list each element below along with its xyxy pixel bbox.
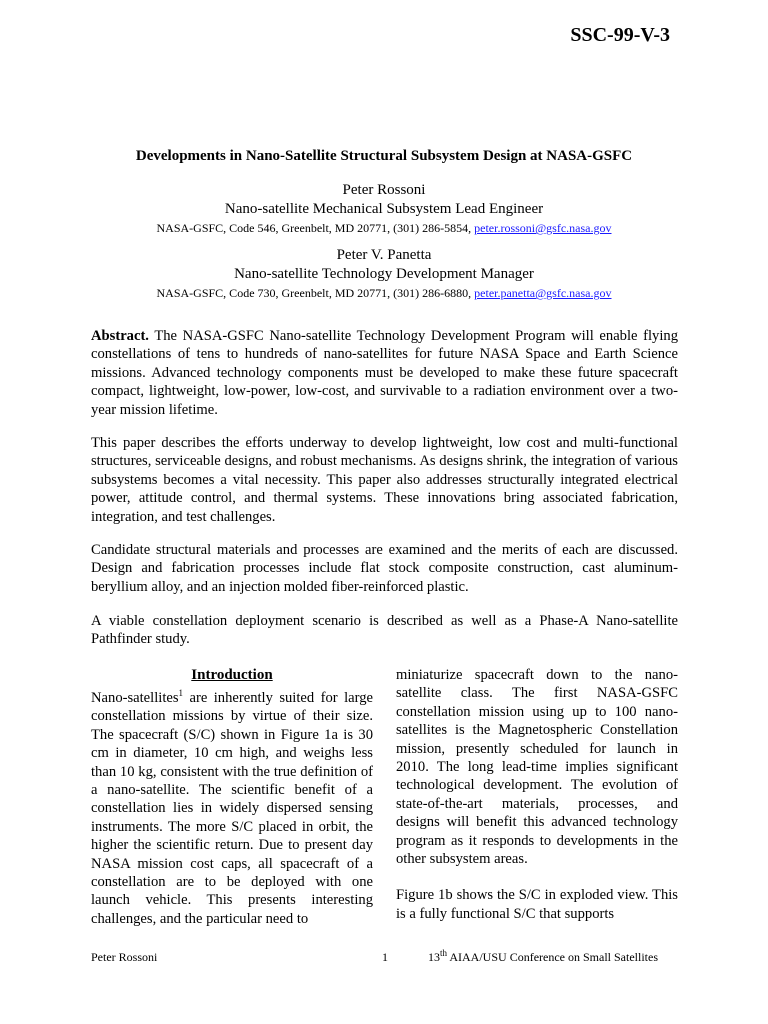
author-block-2 (0, 246, 768, 303)
right-column (396, 666, 678, 923)
footer-author: Peter Rossoni (91, 950, 158, 964)
author-block-1 (0, 181, 768, 238)
conf-name: AIAA/USU Conference on Small Satellites (447, 950, 658, 964)
body-paragraph: A viable constellation deployment scenario is described as well as a Phase-A Nano-satellite Pathfinder study. (91, 613, 678, 648)
intro-paragraph: miniaturize spacecraft down to the nano-satellite class. The first NASA-GSFC constellation mission using up to 100 nano-satellites is the Magnetospheric Constellation mission, presently scheduled for launch in 2010. The long lead-time implies significant technological development. The evolution of state-of-the-art materials, processes, and designs will benefit this advanced technology program as it responds to developments in the other subsystem areas. (396, 667, 678, 868)
section-heading-introduction: Introduction (191, 667, 273, 683)
conf-number: 13 (428, 950, 440, 964)
document-id: SSC-99-V-3 (570, 24, 670, 46)
author-email-link[interactable]: peter.panetta@gsfc.nasa.gov (474, 286, 612, 300)
intro-rest-text: are inherently suited for large constellation missions by virtue of their size. The spacecraft (S/C) shown in Figure 1a is 30 cm in diameter, 10 cm high, and weighs less than 10 kg, consistent with the true definition of a nano-satellite. The scientific benefit of a constellation lies in widely dispersed sensing instruments. The more S/C placed in orbit, the higher the scientific return. Due to present day NASA mission cost caps, all spacecraft of a constellation are to be deployed with one launch vehicle. This presents interesting challenges, and the particular need to (91, 690, 373, 927)
author-contact (0, 219, 768, 238)
footnote-ref: 1 (178, 688, 184, 699)
body-paragraph: This paper describes the efforts underway to develop lightweight, low cost and multi-functional structures, serviceable designs, and robust mechanisms. As designs shrink, the integration of various subsystems becomes a vital necessity. This paper also addresses structurally integrated electrical power, attitude control, and thermal systems. These innovations bring associated fabrication, integration, and test challenges. (91, 435, 678, 525)
body-paragraph: Candidate structural materials and processes are examined and the merits of each are discussed. Design and fabrication processes include flat stock composite construction, cast aluminum-beryllium alloy, and an injection molded fiber-reinforced plastic. (91, 542, 678, 595)
page-number: 1 (382, 950, 388, 964)
author-contact (0, 284, 768, 303)
abstract-text: The NASA-GSFC Nano-satellite Technology Development Program will enable flying constellations of tens to hundreds of nano-satellites for future NASA Space and Earth Science missions. Advanced technology components must be developed to make these future spacecraft compact, lightweight, low-power, low-cost, and survivable to a radiation environment over a two-year mission lifetime. (91, 328, 678, 418)
conf-ordinal: th (440, 948, 448, 958)
author-role: Nano-satellite Mechanical Subsystem Lead Engineer (224, 201, 544, 217)
intro-paragraph (91, 689, 373, 928)
abstract-label: Abstract. (91, 328, 149, 344)
abstract-paragraph (91, 327, 678, 419)
author-role: Nano-satellite Technology Development Manager (234, 266, 534, 282)
author-name: Peter Rossoni (342, 182, 426, 198)
author-address: NASA-GSFC, Code 730, Greenbelt, MD 20771, (301) 286-6880, (156, 286, 475, 300)
author-name: Peter V. Panetta (336, 247, 432, 263)
author-address: NASA-GSFC, Code 546, Greenbelt, MD 20771, (301) 286-5854, (156, 221, 475, 235)
intro-paragraph: Figure 1b shows the S/C in exploded view. This is a fully functional S/C that supports (396, 887, 678, 922)
intro-start-text: Nano-satellites (91, 690, 179, 706)
paper-title: Developments in Nano-Satellite Structural Subsystem Design at NASA-GSFC (135, 148, 633, 164)
left-column (91, 666, 373, 928)
footer-conference (428, 950, 658, 965)
author-email-link[interactable]: peter.rossoni@gsfc.nasa.gov (474, 221, 612, 235)
